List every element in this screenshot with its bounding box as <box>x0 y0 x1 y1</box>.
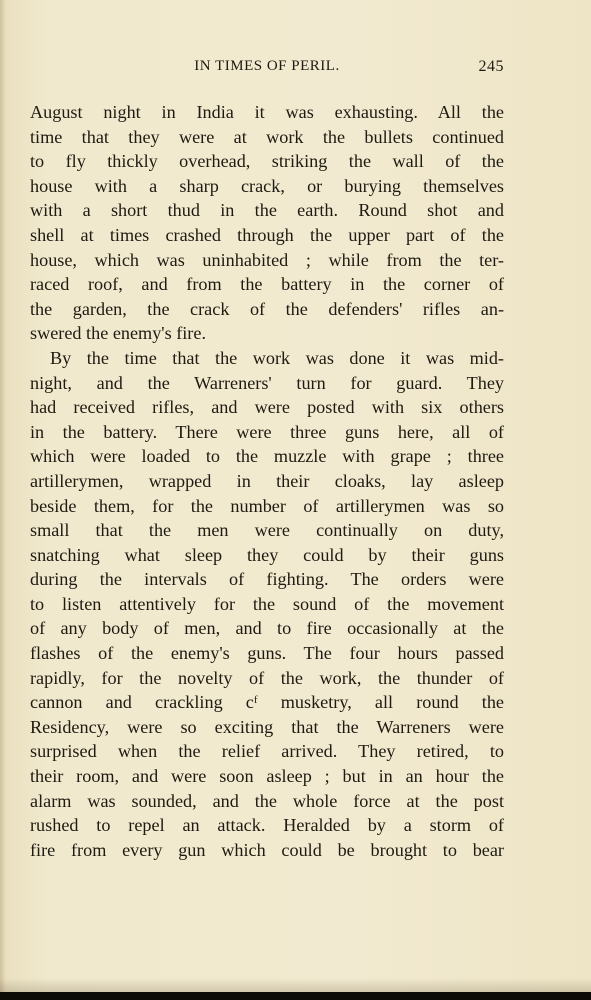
text-line: during the intervals of fighting. The orders were <box>30 569 504 590</box>
page-bottom-shadow <box>0 978 591 992</box>
text-line: August night in India it was exhausting. All the <box>30 102 504 122</box>
text-line: raced roof, and from the battery in the corner of <box>30 274 504 295</box>
text-line: which were loaded to the muzzle with grape ; three <box>30 446 504 467</box>
text-line: house, which was uninhabited ; while from the ter- <box>30 249 504 270</box>
text-line: swered the enemy's fire. <box>30 323 206 344</box>
page-number: 245 <box>478 58 504 75</box>
text-line: house with a sharp crack, or burying themselves <box>30 175 504 196</box>
text-line: of any body of men, and to fire occasionally at the <box>30 618 504 639</box>
text-line: to listen attentively for the sound of the movement <box>30 593 504 614</box>
text-line: in the battery. There were three guns here, all of <box>30 421 504 442</box>
text-line: beside them, for the number of artillerymen was so <box>30 495 504 516</box>
text-line: cannon and crackling cᶠ musketry, all round the <box>30 692 504 713</box>
text-line: night, and the Warreners' turn for guard. They <box>30 372 504 393</box>
text-line: shell at times crashed through the upper part of the <box>30 224 504 245</box>
text-line: had received rifles, and were posted with six others <box>30 397 504 418</box>
scan-bottom-border <box>0 992 591 1000</box>
page-gutter-shadow <box>0 0 6 1000</box>
text-line: flashes of the enemy's guns. The four hours passed <box>30 643 504 664</box>
text-line: their room, and were soon asleep ; but in an hour the <box>30 766 504 787</box>
text-line: snatching what sleep they could by their guns <box>30 544 504 565</box>
body-text <box>30 100 504 862</box>
text-line: with a short thud in the earth. Round shot and <box>30 200 504 221</box>
text-line: rushed to repel an attack. Heralded by a storm of <box>30 815 504 836</box>
text-line: alarm was sounded, and the whole force at the post <box>30 790 504 811</box>
text-line: the garden, the crack of the defenders' rifles an- <box>30 298 504 319</box>
running-title: IN TIMES OF PERIL. <box>194 58 340 74</box>
text-line: By the time that the work was done it was mid- <box>50 347 504 368</box>
text-line: Residency, were so exciting that the Warreners were <box>30 716 504 737</box>
text-line: rapidly, for the novelty of the work, the thunder of <box>30 667 504 688</box>
text-line: fire from every gun which could be brought to bear <box>30 839 504 860</box>
running-header <box>30 58 504 82</box>
text-line: surprised when the relief arrived. They retired, to <box>30 741 504 762</box>
text-line: time that they were at work the bullets continued <box>30 126 504 147</box>
text-line: small that the men were continually on duty, <box>30 520 504 541</box>
text-line: artillerymen, wrapped in their cloaks, lay asleep <box>30 470 504 491</box>
text-line: to fly thickly overhead, striking the wall of the <box>30 151 504 172</box>
